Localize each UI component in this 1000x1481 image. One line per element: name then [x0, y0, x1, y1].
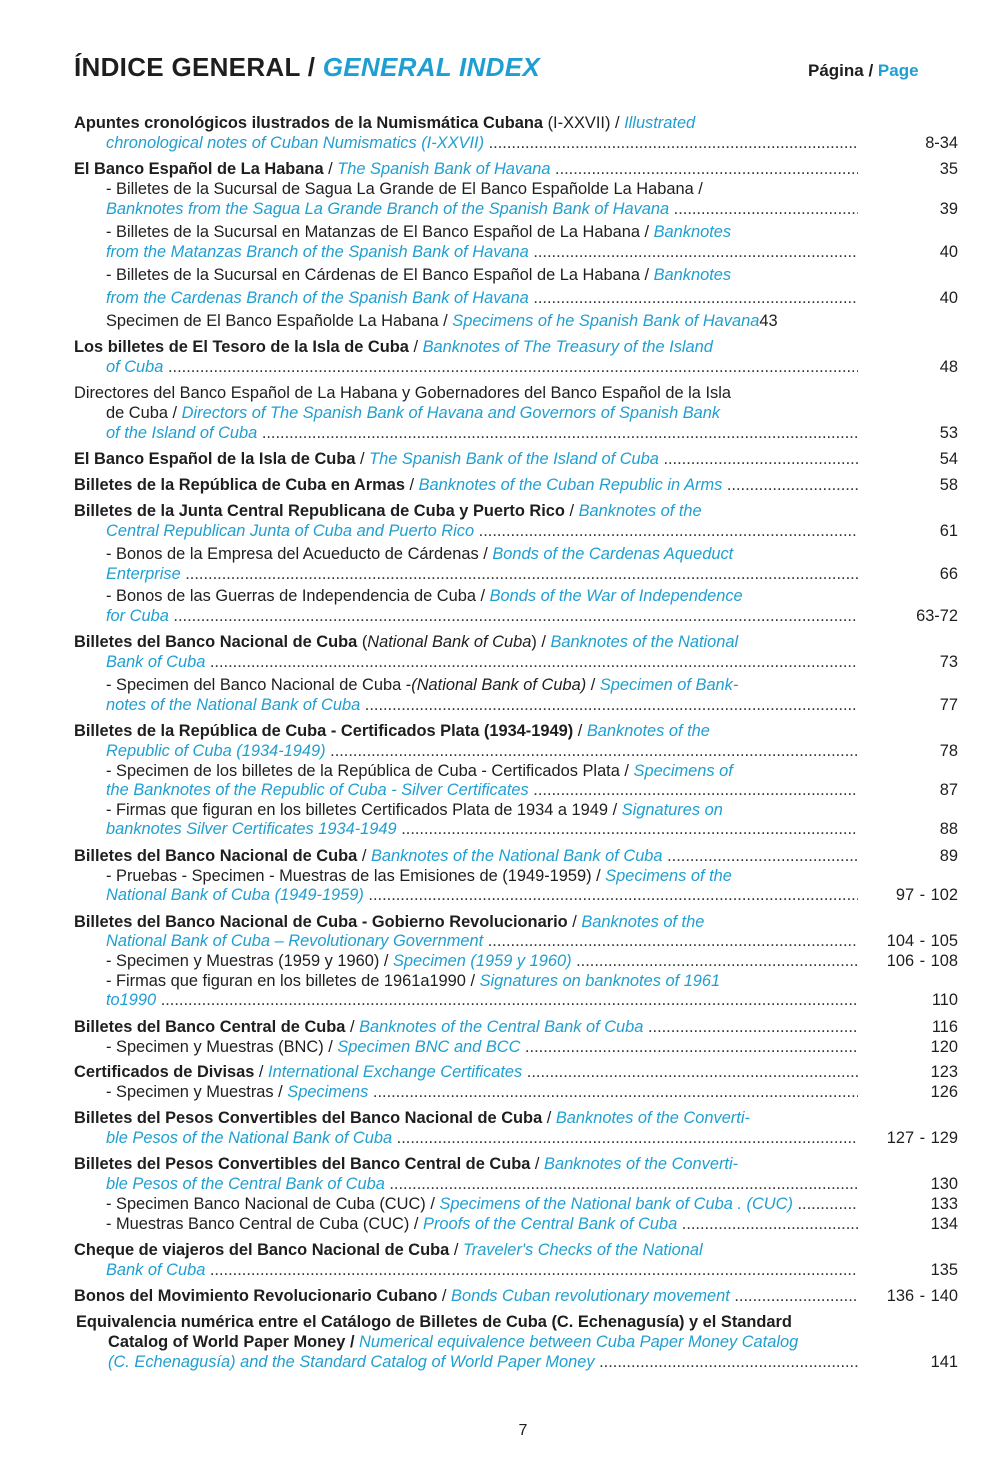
english-title-text: Banknotes of the Converti- — [555, 1109, 750, 1127]
toc-entry-line — [74, 475, 858, 495]
english-title-text: Signatures on — [621, 801, 723, 819]
english-title-text: for Cuba — [106, 607, 169, 625]
toc-entry-line — [106, 931, 858, 951]
english-title-text: to1990 — [106, 991, 157, 1009]
toc-entry-line — [106, 222, 960, 242]
toc-page-reference: 135 — [930, 1261, 958, 1279]
toc-entry-line — [106, 971, 960, 991]
toc-entry-line — [74, 846, 858, 866]
english-title-text: ble Pesos of the Central Bank of Cuba — [106, 1175, 385, 1193]
english-title-text: Banknotes of the — [581, 913, 705, 931]
spanish-title-text: National Bank of Cuba — [367, 633, 532, 651]
spanish-title-text: / — [404, 476, 419, 494]
toc-page-reference: 106 - 108 — [886, 952, 958, 970]
toc-entry-line — [74, 1286, 858, 1306]
toc-entry-line — [106, 951, 858, 971]
spanish-title-text: - Specimen del Banco Nacional de Cuba - — [106, 676, 412, 694]
spanish-title-text: ( — [357, 633, 368, 651]
toc-page-reference: 63-72 — [916, 607, 958, 625]
toc-page-reference: 123 — [930, 1063, 958, 1081]
spanish-title-text: - Specimen y Muestras (BNC) / — [106, 1038, 338, 1056]
english-title-text: Banknotes of the Cuban Republic in Arms — [418, 476, 723, 494]
toc-entry-line — [74, 113, 960, 133]
english-title-text: Numerical equivalence between Cuba Paper Money Catalog — [359, 1333, 799, 1351]
spanish-title-text: Directores del Banco Español de La Habana y Gobernadores del Banco Español de la Isla — [74, 384, 731, 402]
toc-entry-line — [106, 675, 960, 695]
english-title-text: Bonds of the War of Independence — [489, 587, 743, 605]
spanish-title-text: - Specimen y Muestras / — [106, 1083, 288, 1101]
english-title-text: Banknotes of the — [578, 502, 702, 520]
toc-page-reference: 127 - 129 — [886, 1129, 958, 1147]
toc-entry-line — [74, 383, 960, 403]
toc-entry-line — [106, 606, 858, 626]
toc-entry-line — [106, 199, 858, 219]
spanish-title-text: Billetes del Banco Central de Cuba — [74, 1018, 346, 1036]
spanish-title-text: El Banco Español de la Isla de Cuba — [74, 450, 356, 468]
english-title-text: Central Republican Junta of Cuba and Puerto Rico — [106, 522, 475, 540]
toc-entry-line — [106, 1260, 858, 1280]
spanish-title-text: / — [357, 847, 371, 865]
spanish-title-text: Billetes del Pesos Convertibles del Banco Nacional de Cuba — [74, 1109, 543, 1127]
spanish-title-text: Billetes del Pesos Convertibles del Banco Central de Cuba — [74, 1155, 531, 1173]
toc-entry-line — [106, 133, 858, 153]
english-title-text: Illustrated — [624, 114, 696, 132]
toc-entry-line — [106, 866, 960, 886]
english-title-text: of the Island of Cuba — [106, 424, 258, 442]
toc-page-reference: 88 — [939, 820, 958, 838]
english-title-text: International Exchange Certificates — [268, 1063, 523, 1081]
page-number: 7 — [518, 1422, 528, 1439]
english-title-text: The Spanish Bank of the Island of Cuba — [369, 450, 659, 468]
english-title-text: Banknotes of the Central Bank of Cuba — [359, 1018, 644, 1036]
spanish-title-text: Apuntes cronológicos ilustrados de la Numismática Cubana — [74, 114, 544, 132]
english-title-text: Bank of Cuba — [106, 653, 206, 671]
toc-entry-line — [106, 179, 960, 199]
toc-entry-line — [74, 1108, 960, 1128]
toc-entry-line — [106, 885, 858, 905]
english-title-text: Banknotes of the National — [550, 633, 739, 651]
english-title-text: National Bank of Cuba – Revolutionary Government — [106, 932, 484, 950]
toc-entry-line — [74, 337, 960, 357]
english-title-text: Directors of The Spanish Bank of Havana and Governors of Spanish Bank — [181, 404, 721, 422]
title-spanish: ÍNDICE GENERAL / — [74, 52, 323, 82]
toc-page-reference: 110 — [931, 991, 958, 1009]
english-title-text: Specimen BNC and BCC — [337, 1038, 521, 1056]
page-heading-spanish: Página / — [808, 61, 878, 80]
toc-page-reference: 61 — [939, 522, 958, 540]
toc-entry-line — [74, 632, 960, 652]
toc-entry-line — [106, 990, 858, 1010]
spanish-title-text: (I-XXVII) / — [543, 114, 625, 132]
spanish-title-text: / — [437, 1287, 452, 1305]
spanish-title-text: / — [323, 160, 338, 178]
spanish-title-text: Bonos del Movimiento Revolucionario Cubano — [74, 1287, 438, 1305]
spanish-title-text: Billetes del Banco Nacional de Cuba — [74, 847, 358, 865]
english-title-text: Banknotes from the Sagua La Grande Branch of the Spanish Bank of Havana — [106, 200, 670, 218]
toc-page-reference: 87 — [939, 781, 958, 799]
toc-entry-line — [106, 288, 858, 308]
spanish-title-text: Catalog of World Paper Money / — [108, 1333, 360, 1351]
toc-page-reference: 39 — [939, 200, 958, 218]
toc-page-reference: 40 — [939, 243, 958, 261]
title-english: GENERAL INDEX — [322, 52, 540, 82]
toc-page-reference: 53 — [939, 424, 958, 442]
toc-entry-line — [74, 1062, 858, 1082]
toc-page-reference: 66 — [939, 565, 958, 583]
toc-page-reference: 89 — [939, 847, 958, 865]
english-title-text: Signatures on banknotes of 1961 — [479, 972, 721, 990]
english-title-text: National Bank of Cuba (1949-1959) — [106, 886, 364, 904]
toc-entry-line — [74, 1017, 858, 1037]
spanish-title-text: Billetes de la República de Cuba en Armas — [74, 476, 405, 494]
toc-page-reference: 120 — [930, 1038, 958, 1056]
toc-page-reference: 48 — [939, 358, 958, 376]
english-title-text: of Cuba — [106, 358, 164, 376]
spanish-title-text: - Pruebas - Specimen - Muestras de las Emisiones de (1949-1959) / — [106, 867, 606, 885]
toc-page-reference: 97 - 102 — [895, 886, 958, 904]
spanish-title-text: / — [449, 1241, 463, 1259]
english-title-text: Banknotes of the — [586, 722, 710, 740]
spanish-title-text: de Cuba / — [106, 404, 182, 422]
toc-page-reference: 73 — [939, 653, 958, 671]
spanish-title-text: El Banco Español de La Habana — [74, 160, 324, 178]
english-title-text: Banknotes of the National Bank of Cuba — [370, 847, 663, 865]
english-title-text: Banknotes of the Converti- — [544, 1155, 739, 1173]
toc-entry-line — [74, 159, 858, 179]
toc-page-reference: 130 — [930, 1175, 958, 1193]
english-title-text: Bonds of the Cardenas Aqueduct — [492, 545, 734, 563]
toc-entry-line — [108, 1332, 960, 1352]
toc-entry-line — [106, 1174, 858, 1194]
toc-entry-line — [106, 1194, 858, 1214]
english-title-text: (C. Echenagusía) and the Standard Catalog of World Paper Money — [108, 1353, 595, 1371]
spanish-title-text: Certificados de Divisas — [74, 1063, 255, 1081]
english-title-text: Bank of Cuba — [106, 1261, 206, 1279]
spanish-title-text: - Billetes de la Sucursal en Matanzas de El Banco Español de La Habana / — [106, 223, 654, 241]
spanish-title-text: / — [530, 1155, 545, 1173]
toc-entry-line — [106, 761, 960, 781]
toc-page-reference: 54 — [939, 450, 958, 468]
english-title-text: The Spanish Bank of Havana — [337, 160, 551, 178]
spanish-title-text: (National Bank of Cuba) — [411, 676, 587, 694]
english-title-text: chronological notes of Cuban Numismatics (I-XXVII) — [106, 134, 485, 152]
toc-entry-line — [106, 357, 858, 377]
toc-page-reference: 141 — [930, 1353, 958, 1371]
english-title-text: Specimens — [287, 1083, 369, 1101]
spanish-title-text: - Billetes de la Sucursal de Sagua La Grande de El Banco Españolde La Habana / — [106, 180, 703, 198]
spanish-title-text: - Specimen y Muestras (1959 y 1960) / — [106, 952, 393, 970]
spanish-title-text: Billetes de la República de Cuba - Certificados Plata (1934-1949) — [74, 722, 574, 740]
toc-entry-line — [106, 800, 960, 820]
toc-entry-line — [106, 1037, 858, 1057]
toc-entry-line — [106, 311, 960, 331]
english-title-text: Traveler's Checks of the National — [462, 1241, 703, 1259]
toc-entry-line — [106, 695, 858, 715]
toc-entry-line — [106, 544, 960, 564]
toc-entry-line — [106, 521, 858, 541]
toc-entry-line — [74, 501, 960, 521]
english-title-text: Specimens of the — [605, 867, 732, 885]
spanish-title-text: / — [408, 338, 423, 356]
spanish-title-text: - Specimen Banco Nacional de Cuba (CUC) / — [106, 1195, 440, 1213]
spanish-title-text: / — [355, 450, 370, 468]
spanish-title-text: - Bonos de las Guerras de Independencia de Cuba / — [106, 587, 490, 605]
toc-entry-line — [106, 564, 858, 584]
toc-entry-line — [74, 721, 960, 741]
spanish-title-text: - Firmas que figuran en los billetes Certificados Plata de 1934 a 1949 / — [106, 801, 622, 819]
toc-page-reference: 77 — [939, 696, 958, 714]
english-title-text: Specimen of Bank- — [599, 676, 739, 694]
english-title-text: Enterprise — [106, 565, 181, 583]
toc-page-reference: 35 — [939, 160, 958, 178]
toc-page-reference: 104 - 105 — [886, 932, 958, 950]
spanish-title-text: Los billetes de El Tesoro de la Isla de Cuba — [74, 338, 409, 356]
spanish-title-text: Equivalencia numérica entre el Catálogo de Billetes de Cuba (C. Echenagusía) y el Standard — [76, 1313, 792, 1331]
toc-entry-line — [106, 652, 858, 672]
english-title-text: Proofs of the Central Bank of Cuba — [423, 1215, 678, 1233]
english-title-text: Specimens of — [633, 762, 733, 780]
toc-entry-line — [74, 1240, 960, 1260]
toc-entry-line — [106, 1214, 858, 1234]
english-title-text: Republic of Cuba (1934-1949) — [106, 742, 326, 760]
spanish-title-text: 43 — [759, 312, 778, 330]
spanish-title-text: / — [564, 502, 579, 520]
toc-entry-line — [106, 780, 858, 800]
english-title-text: Banknotes — [653, 266, 732, 284]
spanish-title-text: - Billetes de la Sucursal en Cárdenas de El Banco Español de La Habana / — [106, 266, 654, 284]
spanish-title-text: / — [573, 722, 587, 740]
spanish-title-text: - Firmas que figuran en los billetes de 1961a1990 / — [106, 972, 480, 990]
english-title-text: Specimen (1959 y 1960) — [392, 952, 572, 970]
english-title-text: Banknotes of The Treasury of the Island — [422, 338, 713, 356]
toc-entry-line — [74, 912, 960, 932]
spanish-title-text: / — [345, 1018, 360, 1036]
english-title-text: Specimens of the National bank of Cuba . (CUC) — [439, 1195, 793, 1213]
spanish-title-text: - Muestras Banco Central de Cuba (CUC) / — [106, 1215, 424, 1233]
toc-entry-line — [76, 1312, 960, 1332]
spanish-title-text: Billetes del Banco Nacional de Cuba — [74, 633, 358, 651]
toc-entry-line — [74, 1154, 960, 1174]
spanish-title-text: / — [542, 1109, 556, 1127]
english-title-text: from the Cardenas Branch of the Spanish Bank of Havana — [106, 289, 529, 307]
toc-page-reference: 8-34 — [925, 134, 958, 152]
english-title-text: Banknotes — [653, 223, 732, 241]
spanish-title-text: - Bonos de la Empresa del Acueducto de Cárdenas / — [106, 545, 493, 563]
english-title-text: banknotes Silver Certificates 1934-1949 — [106, 820, 397, 838]
english-title-text: the Banknotes of the Republic of Cuba - Silver Certificates — [106, 781, 529, 799]
english-title-text: from the Matanzas Branch of the Spanish Bank of Havana — [106, 243, 529, 261]
toc-page-reference: 136 - 140 — [886, 1287, 958, 1305]
english-title-text: Specimens of he Spanish Bank of Havana — [452, 312, 760, 330]
toc-page-reference: 58 — [939, 476, 958, 494]
toc-entry-line — [106, 242, 858, 262]
spanish-title-text: ) / — [531, 633, 551, 651]
toc-entry-line — [106, 586, 960, 606]
toc-entry-line — [108, 1352, 858, 1372]
toc-entry-line — [106, 1128, 858, 1148]
spanish-title-text: / — [586, 676, 600, 694]
spanish-title-text: Billetes de la Junta Central Republicana de Cuba y Puerto Rico — [74, 502, 565, 520]
toc-entry-line — [106, 423, 858, 443]
spanish-title-text: Specimen de El Banco Españolde La Habana / — [106, 312, 453, 330]
spanish-title-text: Cheque de viajeros del Banco Nacional de Cuba — [74, 1241, 450, 1259]
toc-entry-line — [106, 1082, 858, 1102]
toc-entry-line — [74, 449, 858, 469]
toc-page-reference: 40 — [939, 289, 958, 307]
toc-entry-line — [106, 819, 858, 839]
english-title-text: ble Pesos of the National Bank of Cuba — [106, 1129, 393, 1147]
toc-page-reference: 134 — [930, 1215, 958, 1233]
toc-page-reference: 116 — [931, 1018, 958, 1036]
spanish-title-text: - Specimen de los billetes de la República de Cuba - Certificados Plata / — [106, 762, 634, 780]
page-heading-english: Page — [877, 61, 919, 80]
spanish-title-text: Billetes del Banco Nacional de Cuba - Gobierno Revolucionario — [74, 913, 568, 931]
english-title-text: notes of the National Bank of Cuba — [106, 696, 361, 714]
toc-page-reference: 78 — [939, 742, 958, 760]
toc-page-reference: 126 — [930, 1083, 958, 1101]
toc-entry-line — [106, 265, 960, 285]
english-title-text: Bonds Cuban revolutionary movement — [451, 1287, 730, 1305]
toc-entry-line — [106, 403, 960, 423]
spanish-title-text: / — [567, 913, 582, 931]
spanish-title-text: / — [254, 1063, 269, 1081]
toc-entry-line — [106, 741, 858, 761]
toc-page-reference: 133 — [930, 1195, 958, 1213]
